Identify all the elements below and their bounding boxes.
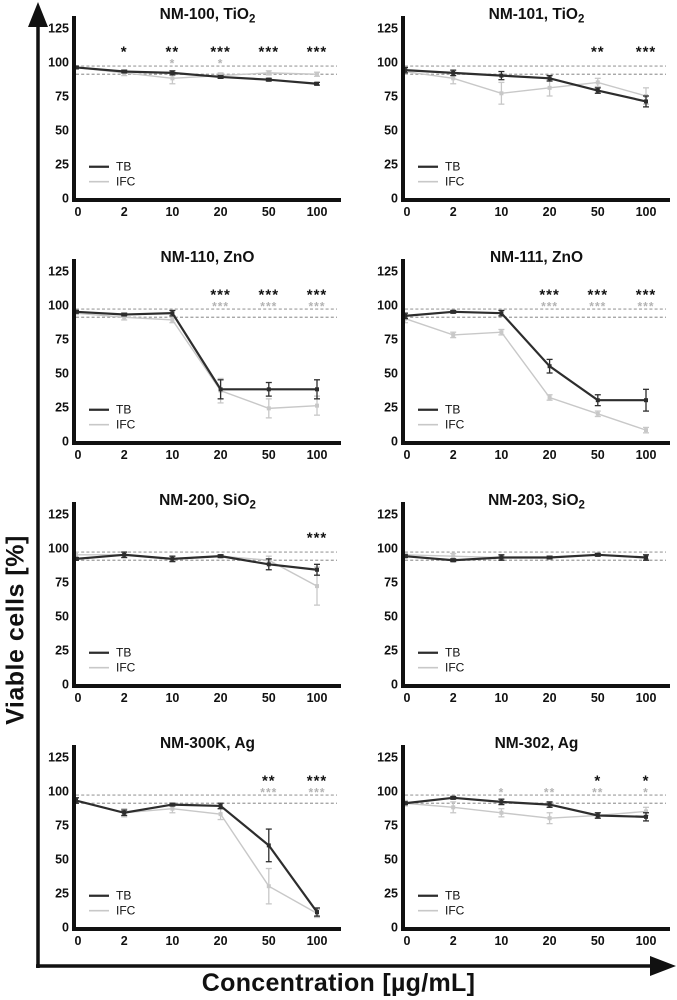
- data-point-marker: [596, 80, 600, 84]
- x-tick-label: 0: [403, 934, 411, 948]
- data-point-marker: [315, 568, 319, 572]
- y-tick-label: 100: [48, 784, 69, 799]
- y-tick-label: 0: [391, 677, 398, 692]
- data-point-marker: [122, 70, 126, 74]
- y-tick-label: 0: [62, 677, 69, 692]
- y-tick-label: 25: [384, 886, 398, 901]
- data-point-marker: [451, 805, 455, 809]
- data-point-marker: [548, 76, 552, 80]
- chart-title: NM-110, ZnO: [160, 249, 255, 266]
- data-point-marker: [548, 86, 552, 90]
- data-point-marker: [451, 558, 455, 562]
- y-tick-label: 125: [48, 750, 69, 765]
- x-tick-label: 20: [542, 448, 557, 462]
- chart-title: NM-200, SiO$_2$: [159, 492, 256, 512]
- significance-marker-tb: ***: [258, 286, 280, 304]
- series-line-ifc: [76, 67, 317, 78]
- x-tick-label: 10: [165, 448, 180, 462]
- significance-marker-tb: **: [165, 43, 180, 61]
- significance-marker-tb: ***: [210, 43, 231, 61]
- chart-title: NM-101, TiO$_2$: [488, 6, 585, 26]
- x-tick-label: 2: [449, 691, 457, 705]
- legend-label-tb: TB: [445, 645, 461, 660]
- x-tick-label: 0: [403, 448, 411, 462]
- x-tick-label: 10: [494, 934, 509, 948]
- x-tick-label: 0: [74, 691, 82, 705]
- data-point-marker: [499, 91, 503, 95]
- data-point-marker: [451, 71, 455, 75]
- data-point-marker: [548, 556, 552, 560]
- y-tick-label: 0: [62, 920, 69, 935]
- data-point-marker: [548, 803, 552, 807]
- significance-marker-tb: ***: [587, 286, 609, 304]
- y-tick-label: 75: [55, 818, 69, 833]
- data-point-marker: [644, 428, 648, 432]
- x-tick-label: 100: [306, 691, 328, 705]
- data-point-marker: [499, 311, 503, 315]
- legend-label-ifc: IFC: [445, 174, 465, 189]
- data-point-marker: [315, 584, 319, 588]
- y-tick-label: 100: [377, 298, 398, 313]
- data-point-marker: [644, 99, 648, 103]
- chart-svg: [36, 731, 341, 971]
- significance-marker-tb: *: [594, 772, 602, 790]
- data-point-marker: [267, 562, 271, 566]
- chart-title: NM-203, SiO$_2$: [488, 492, 585, 512]
- data-point-marker: [644, 815, 648, 819]
- y-tick-label: 75: [384, 818, 398, 833]
- significance-marker-tb: *: [642, 772, 650, 790]
- significance-marker-tb: ***: [635, 286, 657, 304]
- x-tick-label: 2: [120, 448, 128, 462]
- y-tick-label: 0: [391, 434, 398, 449]
- significance-marker-tb: ***: [210, 286, 231, 304]
- x-tick-label: 10: [165, 691, 180, 705]
- x-tick-label: 2: [120, 691, 128, 705]
- legend-label-ifc: IFC: [116, 174, 136, 189]
- y-tick-label: 50: [55, 609, 69, 624]
- legend-label-tb: TB: [116, 402, 132, 417]
- y-tick-label: 0: [62, 191, 69, 206]
- x-tick-label: 50: [261, 934, 276, 948]
- y-tick-label: 25: [55, 886, 69, 901]
- data-point-marker: [267, 71, 271, 75]
- significance-marker-tb: ***: [306, 772, 328, 790]
- data-point-marker: [499, 556, 503, 560]
- chart-svg: [36, 2, 341, 242]
- x-tick-label: 10: [494, 691, 509, 705]
- chart-svg: [365, 245, 670, 485]
- data-point-marker: [122, 313, 126, 317]
- data-point-marker: [267, 78, 271, 82]
- y-tick-label: 0: [391, 191, 398, 206]
- data-point-marker: [596, 398, 600, 402]
- data-point-marker: [596, 813, 600, 817]
- x-tick-label: 0: [403, 691, 411, 705]
- data-point-marker: [499, 811, 503, 815]
- x-tick-label: 0: [403, 205, 411, 219]
- data-point-marker: [267, 884, 271, 888]
- legend-label-ifc: IFC: [445, 417, 465, 432]
- x-tick-label: 10: [494, 205, 509, 219]
- series-line-tb: [76, 67, 317, 83]
- data-point-marker: [315, 387, 319, 391]
- legend-label-tb: TB: [116, 645, 132, 660]
- data-point-marker: [451, 333, 455, 337]
- series-line-tb: [76, 312, 317, 390]
- significance-marker-ifc: *: [498, 785, 505, 800]
- x-tick-label: 10: [165, 934, 180, 948]
- data-point-marker: [267, 406, 271, 410]
- significance-marker-tb: *: [120, 43, 128, 61]
- data-point-marker: [122, 811, 126, 815]
- data-point-marker: [170, 76, 174, 80]
- legend-label-tb: TB: [445, 402, 461, 417]
- x-tick-label: 2: [120, 205, 128, 219]
- y-tick-label: 125: [377, 507, 398, 522]
- legend-label-ifc: IFC: [116, 417, 136, 432]
- significance-marker-ifc: ***: [589, 299, 607, 314]
- y-tick-label: 75: [384, 575, 398, 590]
- x-tick-label: 2: [449, 448, 457, 462]
- significance-marker-ifc: ***: [308, 785, 326, 800]
- legend-label-ifc: IFC: [116, 903, 136, 918]
- x-tick-label: 50: [590, 691, 605, 705]
- data-point-marker: [451, 554, 455, 558]
- x-tick-label: 50: [590, 448, 605, 462]
- y-tick-label: 50: [384, 123, 398, 138]
- data-point-marker: [170, 71, 174, 75]
- y-tick-label: 125: [377, 21, 398, 36]
- chart-svg: [36, 245, 341, 485]
- data-point-marker: [219, 75, 223, 79]
- chart-svg: [36, 488, 341, 728]
- legend-label-ifc: IFC: [116, 660, 136, 675]
- significance-marker-ifc: *: [643, 785, 649, 800]
- series-line-ifc: [76, 801, 317, 914]
- y-axis-label: Viable cells [%]: [1, 535, 30, 725]
- series-line-tb: [76, 555, 317, 570]
- y-tick-label: 125: [48, 21, 69, 36]
- x-tick-label: 50: [590, 205, 605, 219]
- y-tick-label: 50: [384, 852, 398, 867]
- chart-panel-nm-101: [365, 2, 670, 242]
- data-point-marker: [596, 89, 600, 93]
- significance-marker-tb: **: [590, 43, 605, 61]
- data-point-marker: [315, 404, 319, 408]
- y-tick-label: 25: [55, 157, 69, 172]
- y-tick-label: 50: [55, 123, 69, 138]
- significance-marker-tb: ***: [306, 43, 328, 61]
- significance-marker-ifc: **: [592, 785, 604, 800]
- x-tick-label: 10: [165, 205, 180, 219]
- x-tick-label: 20: [213, 448, 228, 462]
- significance-marker-tb: **: [261, 772, 276, 790]
- data-point-marker: [315, 910, 319, 914]
- data-point-marker: [170, 557, 174, 561]
- chart-panel-nm-200: [36, 488, 341, 728]
- y-tick-label: 125: [377, 264, 398, 279]
- y-tick-label: 0: [391, 920, 398, 935]
- data-point-marker: [170, 311, 174, 315]
- data-point-marker: [219, 554, 223, 558]
- series-line-ifc: [76, 313, 317, 408]
- x-tick-label: 20: [213, 934, 228, 948]
- significance-marker-tb: ***: [539, 286, 560, 304]
- significance-marker-tb: ***: [258, 43, 280, 61]
- series-line-ifc: [405, 319, 646, 431]
- x-tick-label: 100: [635, 691, 657, 705]
- data-point-marker: [451, 76, 455, 80]
- y-tick-label: 125: [48, 264, 69, 279]
- significance-marker-tb: ***: [306, 529, 328, 547]
- data-point-marker: [596, 553, 600, 557]
- y-tick-label: 75: [55, 89, 69, 104]
- data-point-marker: [170, 807, 174, 811]
- x-tick-label: 100: [635, 934, 657, 948]
- x-tick-label: 2: [449, 205, 457, 219]
- chart-panel-nm-302: [365, 731, 670, 971]
- significance-marker-ifc: ***: [260, 785, 278, 800]
- significance-marker-ifc: *: [169, 56, 176, 71]
- x-tick-label: 20: [542, 691, 557, 705]
- significance-marker-ifc: ***: [260, 299, 278, 314]
- legend-label-tb: TB: [116, 888, 132, 903]
- chart-svg: [365, 488, 670, 728]
- x-tick-label: 20: [542, 934, 557, 948]
- data-point-marker: [548, 395, 552, 399]
- x-tick-label: 50: [261, 205, 276, 219]
- legend-label-tb: TB: [445, 159, 461, 174]
- y-tick-label: 25: [384, 643, 398, 658]
- y-tick-label: 25: [384, 157, 398, 172]
- x-tick-label: 0: [74, 934, 82, 948]
- x-axis-label: Concentration [µg/mL]: [201, 969, 476, 997]
- chart-panel-nm-110: [36, 245, 341, 485]
- chart-title: NM-111, ZnO: [489, 249, 584, 266]
- x-tick-label: 20: [213, 205, 228, 219]
- significance-marker-ifc: ***: [212, 299, 230, 314]
- chart-panel-nm-100: [36, 2, 341, 242]
- legend-label-ifc: IFC: [445, 660, 465, 675]
- x-tick-label: 100: [306, 934, 328, 948]
- significance-marker-ifc: *: [217, 56, 224, 71]
- chart-svg: [365, 731, 670, 971]
- data-point-marker: [315, 82, 319, 86]
- y-tick-label: 100: [377, 541, 398, 556]
- y-tick-label: 125: [377, 750, 398, 765]
- significance-marker-ifc: **: [543, 785, 556, 800]
- x-tick-label: 50: [261, 448, 276, 462]
- x-tick-label: 50: [590, 934, 605, 948]
- x-tick-label: 0: [74, 205, 82, 219]
- data-point-marker: [451, 310, 455, 314]
- data-point-marker: [451, 796, 455, 800]
- y-tick-label: 75: [384, 89, 398, 104]
- y-tick-label: 75: [55, 575, 69, 590]
- x-tick-label: 0: [74, 448, 82, 462]
- data-point-marker: [499, 74, 503, 78]
- data-point-marker: [644, 556, 648, 560]
- chart-title: NM-100, TiO$_2$: [159, 6, 256, 26]
- y-tick-label: 50: [55, 366, 69, 381]
- data-point-marker: [219, 387, 223, 391]
- significance-marker-ifc: ***: [308, 299, 326, 314]
- legend-label-tb: TB: [445, 888, 461, 903]
- x-tick-label: 10: [494, 448, 509, 462]
- y-tick-label: 100: [48, 55, 69, 70]
- chart-title: NM-300K, Ag: [159, 735, 256, 752]
- significance-marker-ifc: ***: [541, 299, 559, 314]
- y-tick-label: 75: [384, 332, 398, 347]
- y-tick-label: 25: [384, 400, 398, 415]
- significance-marker-ifc: ***: [637, 299, 655, 314]
- data-point-marker: [548, 816, 552, 820]
- data-point-marker: [219, 812, 223, 816]
- x-tick-label: 100: [306, 448, 328, 462]
- y-tick-label: 100: [48, 541, 69, 556]
- data-point-marker: [596, 412, 600, 416]
- chart-title: NM-302, Ag: [494, 735, 579, 752]
- data-point-marker: [548, 364, 552, 368]
- series-line-tb: [405, 312, 646, 400]
- data-point-marker: [644, 398, 648, 402]
- data-point-marker: [499, 330, 503, 334]
- significance-marker-tb: ***: [635, 43, 657, 61]
- data-point-marker: [267, 843, 271, 847]
- y-tick-label: 100: [377, 784, 398, 799]
- x-tick-label: 100: [306, 205, 328, 219]
- y-tick-label: 0: [62, 434, 69, 449]
- x-tick-label: 20: [213, 691, 228, 705]
- y-tick-label: 125: [48, 507, 69, 522]
- x-tick-label: 20: [542, 205, 557, 219]
- y-tick-label: 75: [55, 332, 69, 347]
- y-tick-label: 50: [384, 366, 398, 381]
- chart-panel-nm-111: [365, 245, 670, 485]
- y-tick-label: 50: [384, 609, 398, 624]
- x-tick-label: 2: [120, 934, 128, 948]
- chart-panel-nm-300k: [36, 731, 341, 971]
- x-tick-label: 50: [261, 691, 276, 705]
- legend-label-tb: TB: [116, 159, 132, 174]
- series-line-ifc: [76, 555, 317, 586]
- data-point-marker: [219, 804, 223, 808]
- y-tick-label: 50: [55, 852, 69, 867]
- chart-panel-nm-203: [365, 488, 670, 728]
- y-tick-label: 25: [55, 643, 69, 658]
- x-tick-label: 100: [635, 448, 657, 462]
- data-point-marker: [315, 72, 319, 76]
- significance-marker-tb: ***: [306, 286, 328, 304]
- legend-label-ifc: IFC: [445, 903, 465, 918]
- data-point-marker: [122, 553, 126, 557]
- data-point-marker: [170, 318, 174, 322]
- y-tick-label: 25: [55, 400, 69, 415]
- y-tick-label: 100: [48, 298, 69, 313]
- data-point-marker: [267, 387, 271, 391]
- y-tick-label: 100: [377, 55, 398, 70]
- chart-svg: [365, 2, 670, 242]
- charts-grid: [36, 2, 670, 971]
- series-line-tb: [76, 801, 317, 913]
- data-point-marker: [499, 800, 503, 804]
- data-point-marker: [170, 803, 174, 807]
- x-tick-label: 2: [449, 934, 457, 948]
- x-tick-label: 100: [635, 205, 657, 219]
